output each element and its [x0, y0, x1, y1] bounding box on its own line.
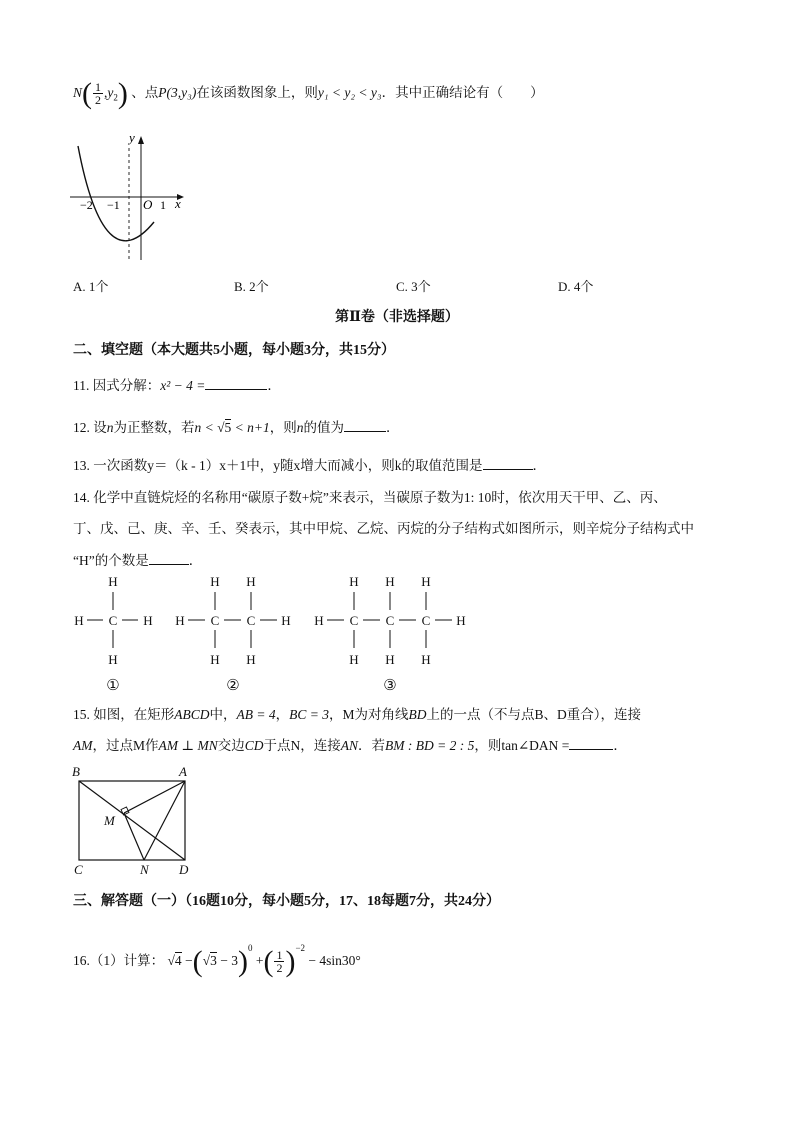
segment-am: [124, 781, 185, 813]
svg-text:C: C: [349, 613, 359, 628]
question-14-line2: 丁、戊、己、庚、辛、壬、癸表示，其中甲烷、乙烷、丙烷的分子结构式如图所示，则辛烷分子结构式中: [73, 521, 694, 536]
question-15-line1: 15. 如图，在矩形ABCD中，AB = 4，BC = 3，M为对角线BD上的一点（不与点B、D重合），连接: [73, 707, 642, 722]
section2-title: 二、填空题（本大题共5小题，每小题3分，共15分）: [73, 343, 395, 358]
question-15-line2: AM，过点M作AM ⊥ MN交边CD于点N，连接AN．若BM : BD = 2 : 5，则tan∠DAN = ．: [73, 738, 627, 753]
segment-an: [144, 781, 185, 860]
tick-neg1: −1: [107, 198, 120, 212]
diagonal-bd: [79, 781, 185, 860]
parabola-graph: [66, 128, 196, 268]
q11-expression: x² − 4 =: [160, 378, 206, 393]
svg-text:N: N: [140, 862, 149, 877]
point-p: P(3,y₃): [158, 85, 197, 100]
q15-answer-blank[interactable]: [569, 737, 613, 750]
question-13: 13. 一次函数y＝（k - 1）x＋1中，y随x增大而减小，则k的取值范围是 ．: [73, 458, 546, 473]
sqrt-5: √5: [217, 420, 232, 435]
label-methane: ①: [106, 678, 120, 694]
inequality: y₁ < y₂ < y₃: [317, 85, 382, 100]
svg-text:C: C: [385, 613, 395, 628]
half-fraction: $\frac{1}{2}$: [276, 948, 283, 976]
parabola-curve: [78, 146, 154, 241]
svg-text:H: H: [349, 652, 359, 667]
sqrt-3: √3: [202, 953, 217, 968]
svg-text:H: H: [143, 613, 153, 628]
svg-text:H: H: [349, 574, 359, 589]
svg-text:H: H: [175, 613, 185, 628]
question-12: 12. 设n为正整数，若n < √5 < n+1，则n的值为 ．: [73, 420, 400, 435]
q13-answer-blank[interactable]: [483, 457, 533, 470]
svg-text:B: B: [72, 764, 80, 779]
option-d[interactable]: D. 4个: [558, 279, 594, 294]
svg-text:H: H: [314, 613, 324, 628]
svg-text:H: H: [210, 652, 220, 667]
svg-text:H: H: [246, 574, 256, 589]
svg-text:H: H: [108, 574, 118, 589]
tick-1: 1: [160, 198, 166, 212]
svg-text:C: C: [246, 613, 256, 628]
svg-text:H: H: [108, 652, 118, 667]
svg-text:C: C: [74, 862, 83, 877]
svg-text:H: H: [281, 613, 291, 628]
q12-answer-blank[interactable]: [344, 419, 386, 432]
label-propane: ③: [383, 678, 397, 694]
svg-text:C: C: [421, 613, 431, 628]
svg-text:H: H: [210, 574, 220, 589]
svg-text:H: H: [421, 574, 431, 589]
option-c[interactable]: C. 3个: [396, 279, 431, 294]
question-11: 11. 因式分解：x² − 4 = ．: [73, 378, 281, 393]
svg-text:C: C: [210, 613, 220, 628]
svg-text:H: H: [74, 613, 84, 628]
svg-text:M: M: [104, 813, 115, 828]
section3-title: 三、解答题（一）（16题10分，每小题5分，17、18每题7分，共24分）: [73, 894, 500, 909]
q14-answer-blank[interactable]: [149, 552, 189, 565]
label-ethane: ②: [226, 678, 240, 694]
part2-title: 第Ⅱ卷（非选择题）: [335, 310, 459, 325]
alkane-structures: [66, 570, 486, 696]
segment-mn: [124, 813, 144, 860]
tick-neg2: −2: [80, 198, 93, 212]
question-16: 16.（1）计算： $√4 -(√3 - 3)^0$ +( $\frac{1}{2}$ )$^{-2}$ − 4sin30°: [73, 943, 361, 978]
rectangle-diagram: [66, 762, 206, 880]
svg-text:C: C: [108, 613, 118, 628]
svg-text:H: H: [456, 613, 466, 628]
q10-continuation: N( $\frac{1}{2}$ $,y_2$) 、点P(3,y₃)在该函数图象上，则y₁ < y₂ < y₃．其中正确结论有（ ）: [73, 76, 544, 110]
svg-text:D: D: [179, 862, 189, 877]
svg-text:H: H: [246, 652, 256, 667]
question-14-line1: 14. 化学中直链烷烃的名称用“碳原子数+烷”来表示，当碳原子数为1: 10时，依次用天干甲、乙、丙、: [73, 490, 667, 505]
question-14-line3: “H”的个数是 ．: [73, 553, 203, 568]
option-a[interactable]: A. 1个: [73, 279, 109, 294]
svg-text:H: H: [385, 652, 395, 667]
svg-text:H: H: [385, 574, 395, 589]
x-axis-label: x: [175, 196, 181, 211]
point-n-label: N: [73, 85, 83, 100]
n-fraction: $\frac{1}{2}$: [95, 80, 102, 108]
sqrt-4: √4: [167, 953, 182, 968]
svg-text:H: H: [421, 652, 431, 667]
option-b[interactable]: B. 2个: [234, 279, 269, 294]
q11-answer-blank[interactable]: [205, 377, 267, 390]
y-axis-label: y: [129, 130, 135, 145]
origin-label: O: [143, 197, 153, 212]
svg-text:A: A: [179, 764, 187, 779]
